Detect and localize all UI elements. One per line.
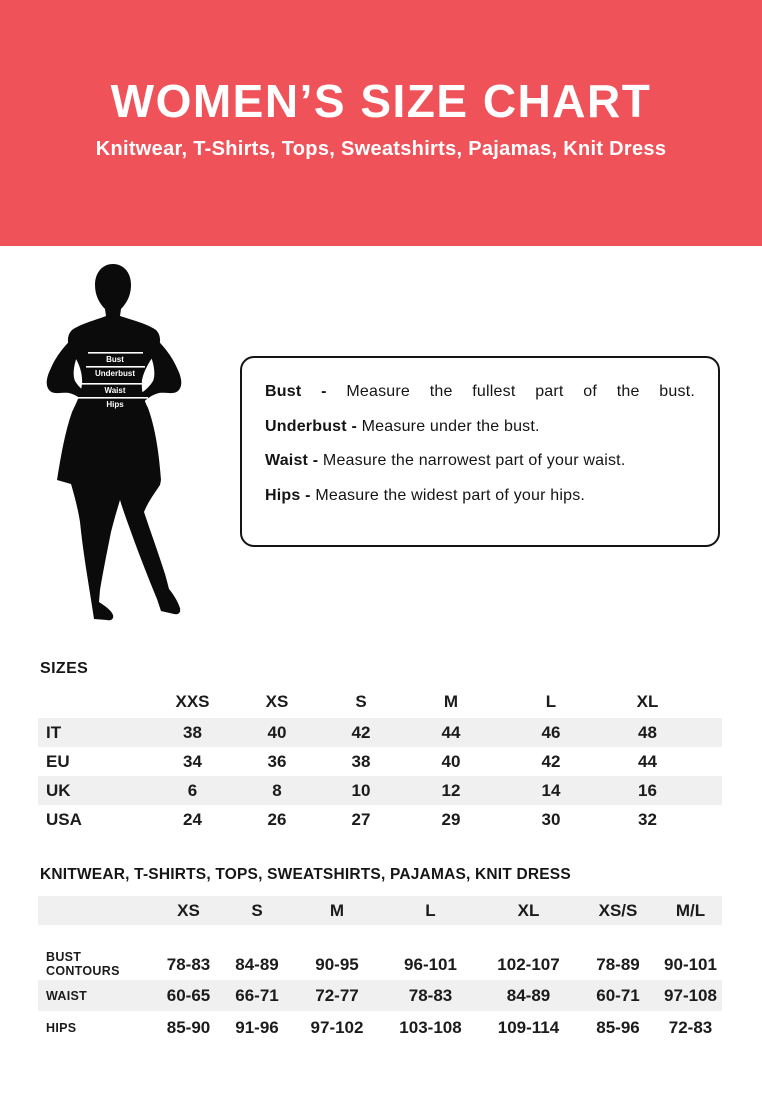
garment-col-header: XS/S [598,900,638,920]
sizes-cell: 36 [267,751,287,771]
sizes-cell: 32 [638,809,657,829]
garment-row-label: BUST CONTOURS [46,950,120,978]
guide-desc-hips: Measure the widest part of your hips. [315,486,586,504]
sizes-row-usa [38,805,722,834]
garment-cell: 90-95 [315,955,359,974]
guide-term-bust: Bust - [265,383,327,400]
bust-measure-line [88,352,143,354]
garment-row-label: HIPS [46,1021,77,1035]
sizes-table [38,686,722,834]
garment-col-header: M [329,900,345,920]
guide-term-underbust: Underbust - [265,417,357,435]
sizes-cell: 38 [183,722,202,742]
garment-header-row [38,896,722,925]
garment-cell: 96-101 [404,955,457,974]
garment-row-label: WAIST [46,988,88,1003]
sizes-row-label: IT [46,722,62,742]
sizes-row-label: USA [46,809,82,829]
header-banner [0,0,762,246]
sizes-cell: 24 [183,809,202,829]
garment-cell: 78-83 [166,955,211,974]
hips-measure-line [78,397,148,399]
garment-cell: 60-71 [596,985,640,1005]
garment-cell: 85-96 [596,1018,640,1037]
guide-item-hips [265,487,695,505]
sizes-cell: 40 [441,751,461,771]
sizes-cell: 34 [183,751,202,771]
sizes-cell: 46 [541,722,561,742]
garment-cell: 84-89 [506,985,551,1005]
garment-row-waist [38,980,722,1011]
measurement-figure [28,262,203,634]
sizes-cell: 44 [441,722,461,742]
garment-col-header: L [425,900,436,920]
sizes-col-header: L [545,692,557,711]
garment-cell: 97-102 [310,1018,364,1037]
measurement-guide-box [240,356,720,547]
silhouette-body-shape [57,264,180,620]
sizes-header-empty [38,686,150,718]
garment-cell: 109-114 [497,1018,560,1037]
garment-col-header: S [251,900,263,920]
sizes-cell: 40 [267,722,287,742]
sizes-cell: 14 [541,780,561,800]
guide-desc-bust: Measure the fullest part of the bust. [346,383,695,400]
guide-desc-waist: Measure the narrowest part of your waist. [322,452,626,469]
guide-item-waist [265,452,695,470]
sizes-col-header: M [443,692,459,711]
garment-cell: 78-89 [596,955,640,974]
page-subtitle: Knitwear, T-Shirts, Tops, Sweatshirts, Pajamas, Knit Dress [95,138,667,160]
sizes-row-eu [38,747,722,776]
sizes-title: SIZES [40,660,89,677]
sizes-col-header: S [355,692,367,711]
sizes-cell: 42 [351,722,371,742]
garment-cell: 85-90 [166,1018,211,1037]
garment-cell: 102-107 [497,955,560,974]
guide-item-underbust [265,418,695,436]
sizes-cell: 29 [441,809,461,829]
garment-col-header: M/L [675,900,706,920]
sizes-row-it [38,718,722,747]
garment-table [38,896,722,1045]
waist-measure-line [82,383,146,385]
sizes-cell: 27 [351,809,371,829]
sizes-cell: 10 [351,780,371,800]
hips-figure-label: Hips [106,400,124,409]
sizes-cell: 38 [351,751,371,771]
sizes-col-header: XS [265,692,289,711]
sizes-col-header: XXS [175,692,210,711]
garment-cell: 72-77 [315,985,359,1005]
garment-cell: 90-101 [664,955,717,974]
sizes-cell: 48 [638,722,657,742]
sizes-cell: 8 [272,780,282,800]
garment-section [38,866,722,1045]
garment-row-hips [38,1011,722,1045]
garment-title: KNITWEAR, T-SHIRTS, TOPS, SWEATSHIRTS, PAJAMAS, KNIT DRESS [40,866,571,883]
sizes-row-label: EU [46,751,70,771]
sizes-section [38,660,722,834]
sizes-cell: 16 [638,780,657,800]
sizes-row-label: UK [46,780,71,800]
sizes-cell: 6 [187,780,198,800]
sizes-cell: 42 [541,751,561,771]
guide-item-bust [265,383,695,401]
sizes-cell: 26 [267,809,287,829]
garment-row-bust [38,925,722,980]
woman-silhouette-icon [28,262,203,634]
sizes-col-header: XL [636,692,659,711]
sizes-header-row [38,686,722,718]
garment-cell: 91-96 [235,1018,279,1037]
guide-term-waist: Waist - [265,452,319,469]
waist-figure-label: Waist [104,386,126,395]
garment-col-header: XL [517,900,540,920]
sizes-cell: 44 [638,751,657,771]
underbust-figure-label: Underbust [95,369,135,378]
garment-cell: 103-108 [399,1018,462,1037]
guide-term-hips: Hips - [265,486,311,504]
garment-cell: 78-83 [408,985,453,1005]
garment-header-empty [38,896,156,925]
garment-cell: 60-65 [166,985,211,1005]
garment-cell: 66-71 [235,985,279,1005]
garment-col-header: XS [177,900,200,920]
garment-cell: 97-108 [664,985,717,1005]
guide-desc-underbust: Measure under the bust. [361,417,540,435]
sizes-row-uk [38,776,722,805]
garment-cell: 84-89 [235,955,279,974]
sizes-cell: 12 [441,780,461,800]
underbust-measure-line [86,366,145,368]
bust-figure-label: Bust [106,355,124,364]
page-title: WOMEN’S SIZE CHART [110,75,652,127]
garment-cell: 72-83 [668,1018,713,1037]
sizes-cell: 30 [541,809,561,829]
